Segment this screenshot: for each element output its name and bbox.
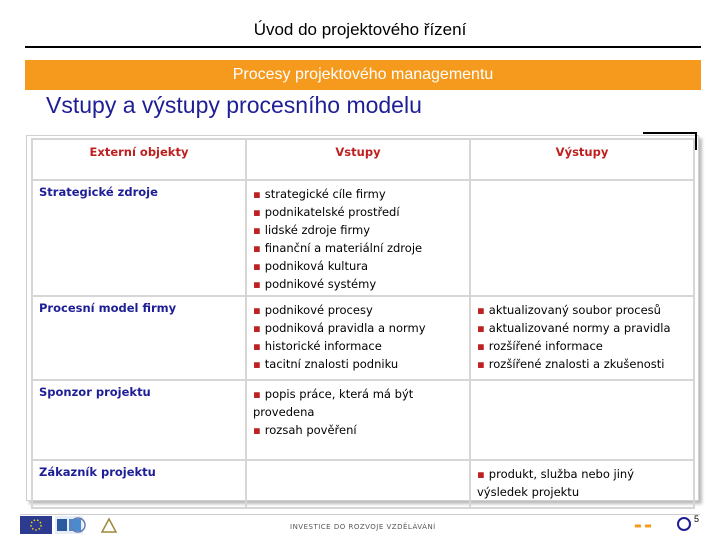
bullet-icon: ▪	[253, 357, 261, 371]
item-text: historické informace	[264, 339, 382, 353]
bullet-icon: ▪	[253, 303, 261, 317]
university-logo-icon	[632, 516, 692, 532]
item-text: podniková kultura	[264, 259, 369, 273]
list-item	[253, 239, 463, 257]
list-item	[253, 301, 463, 319]
item-text: podnikové procesy	[264, 303, 373, 317]
list-item	[253, 275, 463, 293]
list-item	[477, 319, 687, 337]
bullet-icon: ▪	[253, 339, 261, 353]
row-header: Strategické zdroje	[32, 180, 246, 296]
list-item	[253, 355, 463, 373]
outputs-list	[477, 465, 687, 501]
bullet-icon: ▪	[253, 241, 261, 255]
inputs-cell	[246, 296, 470, 380]
table-row	[32, 296, 694, 380]
item-text: aktualizovaný soubor procesů	[488, 303, 661, 317]
outputs-cell	[470, 380, 694, 460]
table-frame	[26, 135, 699, 501]
bullet-icon: ▪	[253, 187, 261, 201]
bullet-icon: ▪	[253, 259, 261, 273]
list-item	[253, 221, 463, 239]
list-item	[477, 465, 687, 501]
item-text: strategické cíle firmy	[264, 187, 386, 201]
inputs-list	[253, 301, 463, 373]
item-text: tacitní znalosti podniku	[264, 357, 399, 371]
item-text: finanční a materiální zdroje	[264, 241, 423, 255]
inputs-cell	[246, 380, 470, 460]
col-header-objects: Externí objekty	[32, 139, 246, 180]
bullet-icon: ▪	[253, 321, 261, 335]
list-item	[253, 337, 463, 355]
presentation-title: Úvod do projektového řízení	[253, 20, 467, 39]
table-row	[32, 460, 694, 508]
page-number: 5	[694, 514, 700, 524]
item-text: podnikové systémy	[264, 277, 377, 291]
item-text: produkt, služba nebo jiný výsledek projektu	[477, 467, 635, 499]
list-item	[253, 185, 463, 203]
item-text: podniková pravidla a normy	[264, 321, 426, 335]
inputs-list	[253, 185, 463, 293]
footer-divider	[20, 514, 700, 515]
bullet-icon: ▪	[253, 223, 261, 237]
inputs-cell	[246, 180, 470, 296]
section-banner: Procesy projektového managementu	[25, 60, 701, 90]
inputs-cell	[246, 460, 470, 508]
bullet-icon: ▪	[477, 357, 485, 371]
svg-text:▬ ▬: ▬ ▬	[634, 521, 652, 530]
bullet-icon: ▪	[477, 467, 485, 481]
corner-mark	[643, 132, 697, 150]
msmt-logo-icon	[66, 516, 90, 534]
list-item	[253, 385, 463, 421]
item-text: popis práce, která má být provedena	[253, 387, 414, 419]
bullet-icon: ▪	[253, 387, 261, 401]
eu-flag-icon	[20, 516, 52, 534]
list-item	[477, 355, 687, 373]
title-divider	[25, 46, 701, 48]
list-item	[253, 203, 463, 221]
item-text: podnikatelské prostředí	[264, 205, 400, 219]
col-header-inputs: Vstupy	[246, 139, 470, 180]
op-logo-icon	[100, 516, 118, 534]
io-table	[31, 138, 695, 509]
bullet-icon: ▪	[253, 205, 261, 219]
bullet-icon: ▪	[477, 339, 485, 353]
outputs-cell	[470, 180, 694, 296]
table-header-row	[32, 139, 694, 180]
list-item	[253, 257, 463, 275]
list-item	[477, 301, 687, 319]
inputs-list	[253, 385, 463, 439]
item-text: rozšířené znalosti a zkušenosti	[488, 357, 665, 371]
list-item	[253, 421, 463, 439]
slide-heading: Vstupy a výstupy procesního modelu	[46, 92, 422, 118]
outputs-list	[477, 301, 687, 373]
table-row	[32, 180, 694, 296]
outputs-cell	[470, 460, 694, 508]
row-header: Zákazník projektu	[32, 460, 246, 508]
col-header-outputs: Výstupy	[470, 139, 694, 180]
list-item	[477, 337, 687, 355]
list-item	[253, 319, 463, 337]
outputs-cell	[470, 296, 694, 380]
bullet-icon: ▪	[477, 303, 485, 317]
bullet-icon: ▪	[477, 321, 485, 335]
item-text: rozšířené informace	[488, 339, 603, 353]
footer-text: INVESTICE DO ROZVOJE VZDĚLÁVÁNÍ	[290, 523, 436, 531]
bullet-icon: ▪	[253, 423, 261, 437]
item-text: lidské zdroje firmy	[264, 223, 371, 237]
bullet-icon: ▪	[253, 277, 261, 291]
table-row	[32, 380, 694, 460]
item-text: rozsah pověření	[264, 423, 357, 437]
item-text: aktualizované normy a pravidla	[488, 321, 671, 335]
row-header: Sponzor projektu	[32, 380, 246, 460]
row-header: Procesní model firmy	[32, 296, 246, 380]
